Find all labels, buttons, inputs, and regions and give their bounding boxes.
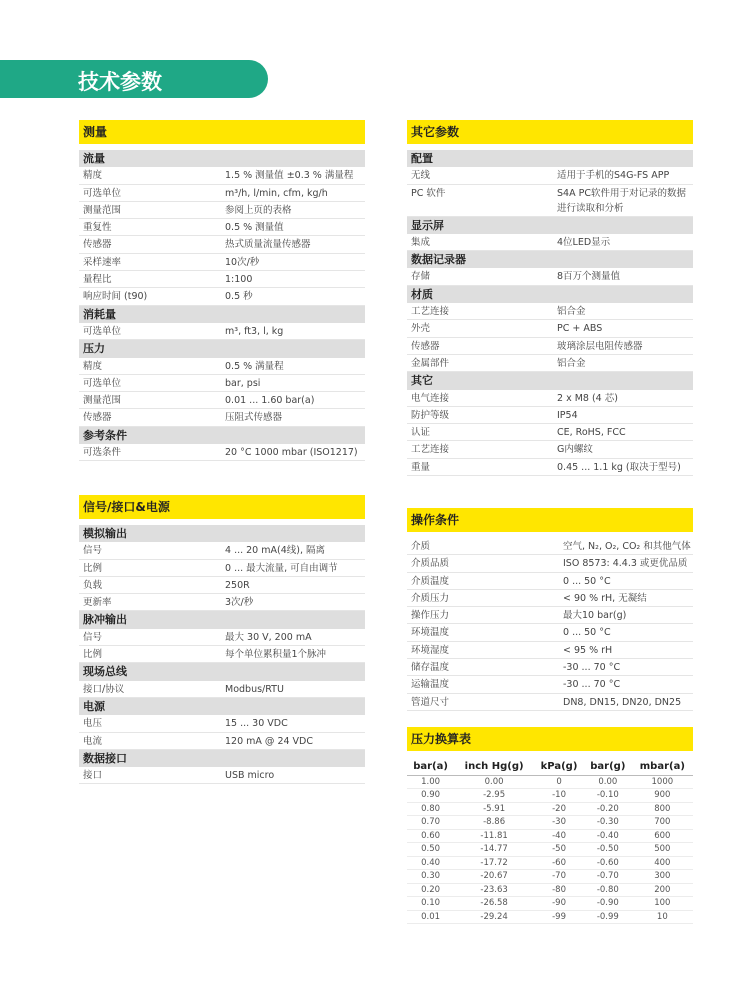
spec-label: 可选单位 <box>83 377 122 389</box>
table-header-cell: kPa(g) <box>534 759 584 775</box>
spec-value: 15 ... 30 VDC <box>225 718 288 730</box>
table-cell: -8.86 <box>454 816 534 830</box>
spec-label: 介质品质 <box>411 558 450 570</box>
spec-value: < 90 % rH, 无凝结 <box>563 592 647 604</box>
spec-label: 信号 <box>83 631 103 643</box>
table-cell: -0.50 <box>584 843 632 857</box>
spec-label: 传感器 <box>83 239 112 251</box>
section-header: 信号/接口&电源 <box>79 495 365 519</box>
spec-value: 0 ... 最大流量, 可自由调节 <box>225 562 338 574</box>
spec-label: 运输温度 <box>411 679 450 691</box>
spec-value: 0 ... 50 °C <box>563 575 611 587</box>
spec-label: 重复性 <box>83 222 112 234</box>
section-header: 压力换算表 <box>407 727 693 751</box>
spec-row <box>79 167 365 184</box>
group-header: 电源 <box>79 698 365 715</box>
table-cell: -0.20 <box>584 802 632 816</box>
table-header-cell: bar(a) <box>407 759 454 775</box>
spec-row <box>79 594 365 611</box>
table-cell: 0.00 <box>584 775 632 789</box>
operating-section <box>407 508 693 711</box>
spec-row <box>79 236 365 253</box>
spec-label: 量程比 <box>83 274 112 286</box>
spec-value: 4位LED显示 <box>557 236 611 248</box>
group-header: 脉冲输出 <box>79 611 365 628</box>
table-cell: 0.30 <box>407 870 454 884</box>
table-cell: -40 <box>534 829 584 843</box>
table-cell: -99 <box>534 910 584 924</box>
group-header: 材质 <box>407 286 693 303</box>
table-cell: 0.00 <box>454 775 534 789</box>
spec-row <box>79 185 365 202</box>
spec-row <box>79 715 365 732</box>
right-column-operating <box>407 508 693 711</box>
spec-row <box>79 767 365 784</box>
spec-value: 3次/秒 <box>225 597 254 609</box>
table-cell: 200 <box>632 883 693 897</box>
table-cell: -23.63 <box>454 883 534 897</box>
group-header: 现场总线 <box>79 663 365 680</box>
table-cell: 0.70 <box>407 816 454 830</box>
table-cell: -26.58 <box>454 897 534 911</box>
group-header: 压力 <box>79 340 365 357</box>
table-cell: 300 <box>632 870 693 884</box>
spec-value: 10次/秒 <box>225 256 260 268</box>
table-row <box>407 829 693 843</box>
spec-value: 热式质量流量传感器 <box>225 239 311 251</box>
spec-label: 测量范围 <box>83 395 122 407</box>
spec-label: 工艺连接 <box>411 306 450 318</box>
spec-label: 可选单位 <box>83 325 122 337</box>
spec-value: 0 ... 50 °C <box>563 627 611 639</box>
table-cell: 800 <box>632 802 693 816</box>
group-header: 其它 <box>407 372 693 389</box>
spec-row <box>407 424 693 441</box>
table-cell: -10 <box>534 789 584 803</box>
spec-value: S4A PC软件用于对记录的数据进行读取和分析 <box>557 187 686 214</box>
spec-label: 电气连接 <box>411 392 450 404</box>
spec-label: 介质温度 <box>411 575 450 587</box>
table-row <box>407 789 693 803</box>
table-cell: 0.01 <box>407 910 454 924</box>
spec-label: 金属部件 <box>411 357 450 369</box>
spec-row <box>407 441 693 458</box>
spec-row <box>79 358 365 375</box>
spec-value: USB micro <box>225 770 275 782</box>
table-header-row <box>407 759 693 775</box>
spec-value: Modbus/RTU <box>225 683 284 695</box>
other-section <box>407 120 693 476</box>
pressure-conversion-table <box>407 759 693 924</box>
spec-label: 比例 <box>83 562 103 574</box>
table-row <box>407 870 693 884</box>
signal-section <box>79 495 365 784</box>
table-cell: 100 <box>632 897 693 911</box>
spec-value: IP54 <box>557 409 578 421</box>
table-cell: -20.67 <box>454 870 534 884</box>
spec-row <box>407 355 693 372</box>
table-row <box>407 802 693 816</box>
table-cell: -0.40 <box>584 829 632 843</box>
spec-label: 介质 <box>411 541 431 552</box>
table-cell: -5.91 <box>454 802 534 816</box>
spec-row <box>79 254 365 271</box>
left-column <box>79 120 365 461</box>
spec-label: 管道尺寸 <box>411 696 450 708</box>
spec-row <box>79 577 365 594</box>
spec-value: 0.01 ... 1.60 bar(a) <box>225 395 315 407</box>
left-column-lower <box>79 495 365 784</box>
spec-label: 电流 <box>83 735 103 747</box>
spec-row <box>79 409 365 426</box>
spec-value: 参阅上页的表格 <box>225 204 292 216</box>
spec-row <box>407 659 693 676</box>
spec-label: 重量 <box>411 461 431 473</box>
table-cell: 0.40 <box>407 856 454 870</box>
spec-row <box>407 573 693 590</box>
spec-value: 8百万个测量值 <box>557 271 621 283</box>
group-header: 参考条件 <box>79 427 365 444</box>
table-cell: 900 <box>632 789 693 803</box>
measurement-section <box>79 120 365 461</box>
spec-row <box>79 219 365 236</box>
table-cell: -14.77 <box>454 843 534 857</box>
spec-label: 外壳 <box>411 323 431 335</box>
spec-value: 适用于手机的S4G-FS APP <box>557 170 670 182</box>
spec-row <box>407 624 693 641</box>
table-cell: -0.70 <box>584 870 632 884</box>
table-cell: -29.24 <box>454 910 534 924</box>
table-cell: -17.72 <box>454 856 534 870</box>
table-cell: 10 <box>632 910 693 924</box>
spec-value: 0.5 秒 <box>225 291 253 303</box>
spec-value: < 95 % rH <box>563 644 613 656</box>
group-header: 流量 <box>79 150 365 167</box>
spec-label: 精度 <box>83 170 103 182</box>
spec-row <box>79 323 365 340</box>
table-cell: 0.90 <box>407 789 454 803</box>
spec-label: 传感器 <box>83 412 112 424</box>
spec-value: 每个单位累积量1个脉冲 <box>225 649 327 661</box>
table-cell: 0.20 <box>407 883 454 897</box>
table-cell: -90 <box>534 897 584 911</box>
table-cell: 400 <box>632 856 693 870</box>
table-cell: 600 <box>632 829 693 843</box>
spec-row <box>79 444 365 461</box>
spec-row <box>407 303 693 320</box>
spec-value: PC + ABS <box>557 323 603 335</box>
table-cell: -80 <box>534 883 584 897</box>
table-cell: -2.95 <box>454 789 534 803</box>
spec-value: 1:100 <box>225 274 253 286</box>
spec-value: 1.5 % 测量值 ±0.3 % 满量程 <box>225 170 354 182</box>
spec-label: 操作压力 <box>411 610 450 622</box>
spec-label: 介质压力 <box>411 592 450 604</box>
section-header: 测量 <box>79 120 365 144</box>
spec-value: 4 ... 20 mA(4线), 隔离 <box>225 545 326 557</box>
page-title-banner <box>0 60 268 98</box>
spec-label: 可选条件 <box>83 447 122 459</box>
spec-value: 空气, N₂, O₂, CO₂ 和其他气体 <box>563 541 691 552</box>
spec-value: 最大 30 V, 200 mA <box>225 631 312 643</box>
spec-value: 最大10 bar(g) <box>563 610 627 622</box>
spec-row <box>407 185 693 217</box>
spec-label: 集成 <box>411 236 431 248</box>
spec-label: 测量范围 <box>83 204 122 216</box>
spec-value: G内螺纹 <box>557 444 593 456</box>
spec-value: 2 x M8 (4 芯) <box>557 392 618 404</box>
group-header: 数据记录器 <box>407 251 693 268</box>
spec-row <box>407 459 693 476</box>
spec-row <box>407 390 693 407</box>
table-cell: -0.99 <box>584 910 632 924</box>
spec-row <box>79 288 365 305</box>
spec-label: 传感器 <box>411 340 440 352</box>
spec-row <box>407 676 693 693</box>
page-title: 技术参数 <box>78 70 162 94</box>
table-cell: -0.60 <box>584 856 632 870</box>
group-header: 显示屏 <box>407 217 693 234</box>
spec-row <box>407 642 693 659</box>
spec-label: 防护等级 <box>411 409 450 421</box>
spec-row <box>407 694 693 711</box>
spec-row <box>407 167 693 184</box>
spec-label: 采样速率 <box>83 256 122 268</box>
spec-label: 信号 <box>83 545 103 557</box>
spec-row <box>79 681 365 698</box>
table-header-cell: mbar(a) <box>632 759 693 775</box>
table-cell: -0.90 <box>584 897 632 911</box>
spec-row <box>407 338 693 355</box>
spec-row <box>79 542 365 559</box>
group-header: 数据接口 <box>79 750 365 767</box>
group-header: 模拟输出 <box>79 525 365 542</box>
spec-value: 铝合金 <box>557 306 586 318</box>
table-cell: 0 <box>534 775 584 789</box>
spec-value: m³, ft3, l, kg <box>225 325 284 337</box>
table-cell: -60 <box>534 856 584 870</box>
table-cell: 1.00 <box>407 775 454 789</box>
table-cell: 0.60 <box>407 829 454 843</box>
spec-value: 120 mA @ 24 VDC <box>225 735 314 747</box>
spec-value: -30 ... 70 °C <box>563 662 621 674</box>
spec-label: 储存温度 <box>411 662 450 674</box>
table-row <box>407 910 693 924</box>
spec-label: 接口/协议 <box>83 683 125 695</box>
spec-row <box>79 733 365 750</box>
spec-row <box>407 320 693 337</box>
spec-label: 存储 <box>411 271 431 283</box>
spec-row <box>79 202 365 219</box>
spec-row <box>79 646 365 663</box>
spec-label: 精度 <box>83 360 103 372</box>
spec-row <box>407 538 693 555</box>
table-row <box>407 883 693 897</box>
spec-label: 环境温度 <box>411 627 450 639</box>
right-column-pressure <box>407 727 693 924</box>
group-header: 配置 <box>407 150 693 167</box>
table-cell: -30 <box>534 816 584 830</box>
table-cell: 700 <box>632 816 693 830</box>
table-row <box>407 856 693 870</box>
spec-label: 电压 <box>83 718 103 730</box>
spec-value: 铝合金 <box>557 357 586 369</box>
section-header: 其它参数 <box>407 120 693 144</box>
spec-value: 0.5 % 测量值 <box>225 222 284 234</box>
spec-row <box>407 590 693 607</box>
spec-label: 更新率 <box>83 597 112 609</box>
spec-value: 压阻式传感器 <box>225 412 283 424</box>
spec-value: CE, RoHS, FCC <box>557 427 626 439</box>
table-row <box>407 775 693 789</box>
spec-label: 接口 <box>83 770 103 782</box>
spec-label: 可选单位 <box>83 187 122 199</box>
spec-label: 负载 <box>83 579 103 591</box>
spec-row <box>407 607 693 624</box>
table-cell: 1000 <box>632 775 693 789</box>
spec-value: 20 °C 1000 mbar (ISO1217) <box>225 447 358 459</box>
spec-value: 0.5 % 满量程 <box>225 360 284 372</box>
table-cell: 0.80 <box>407 802 454 816</box>
spec-value: ISO 8573: 4.4.3 或更优品质 <box>563 558 688 570</box>
spec-label: 比例 <box>83 649 103 661</box>
table-cell: -50 <box>534 843 584 857</box>
spec-row <box>79 629 365 646</box>
table-cell: -20 <box>534 802 584 816</box>
spec-value: 玻璃涂层电阻传感器 <box>557 340 643 352</box>
section-header: 操作条件 <box>407 508 693 532</box>
table-cell: 500 <box>632 843 693 857</box>
spec-value: 250R <box>225 579 250 591</box>
table-cell: 0.10 <box>407 897 454 911</box>
spec-row <box>79 271 365 288</box>
spec-row <box>407 407 693 424</box>
spec-row <box>79 375 365 392</box>
spec-row <box>79 392 365 409</box>
spec-value: m³/h, l/min, cfm, kg/h <box>225 187 328 199</box>
spec-label: 认证 <box>411 427 431 439</box>
spec-value: DN8, DN15, DN20, DN25 <box>563 696 682 708</box>
table-cell: -70 <box>534 870 584 884</box>
spec-label: 无线 <box>411 170 431 182</box>
spec-label: 响应时间 (t90) <box>83 291 148 303</box>
spec-value: 0.45 ... 1.1 kg (取决于型号) <box>557 461 681 473</box>
spec-label: 工艺连接 <box>411 444 450 456</box>
table-cell: -0.80 <box>584 883 632 897</box>
spec-row <box>407 234 693 251</box>
spec-value: -30 ... 70 °C <box>563 679 621 691</box>
table-row <box>407 816 693 830</box>
spec-row <box>407 555 693 572</box>
right-column <box>407 120 693 476</box>
table-cell: -11.81 <box>454 829 534 843</box>
table-header-cell: bar(g) <box>584 759 632 775</box>
table-cell: -0.30 <box>584 816 632 830</box>
table-cell: -0.10 <box>584 789 632 803</box>
spec-value: bar, psi <box>225 377 261 389</box>
table-row <box>407 897 693 911</box>
spec-label: PC 软件 <box>411 187 446 199</box>
table-cell: 0.50 <box>407 843 454 857</box>
table-header-cell: inch Hg(g) <box>454 759 534 775</box>
table-row <box>407 843 693 857</box>
spec-row <box>79 560 365 577</box>
spec-row <box>407 268 693 285</box>
spec-label: 环境湿度 <box>411 644 450 656</box>
group-header: 消耗量 <box>79 306 365 323</box>
